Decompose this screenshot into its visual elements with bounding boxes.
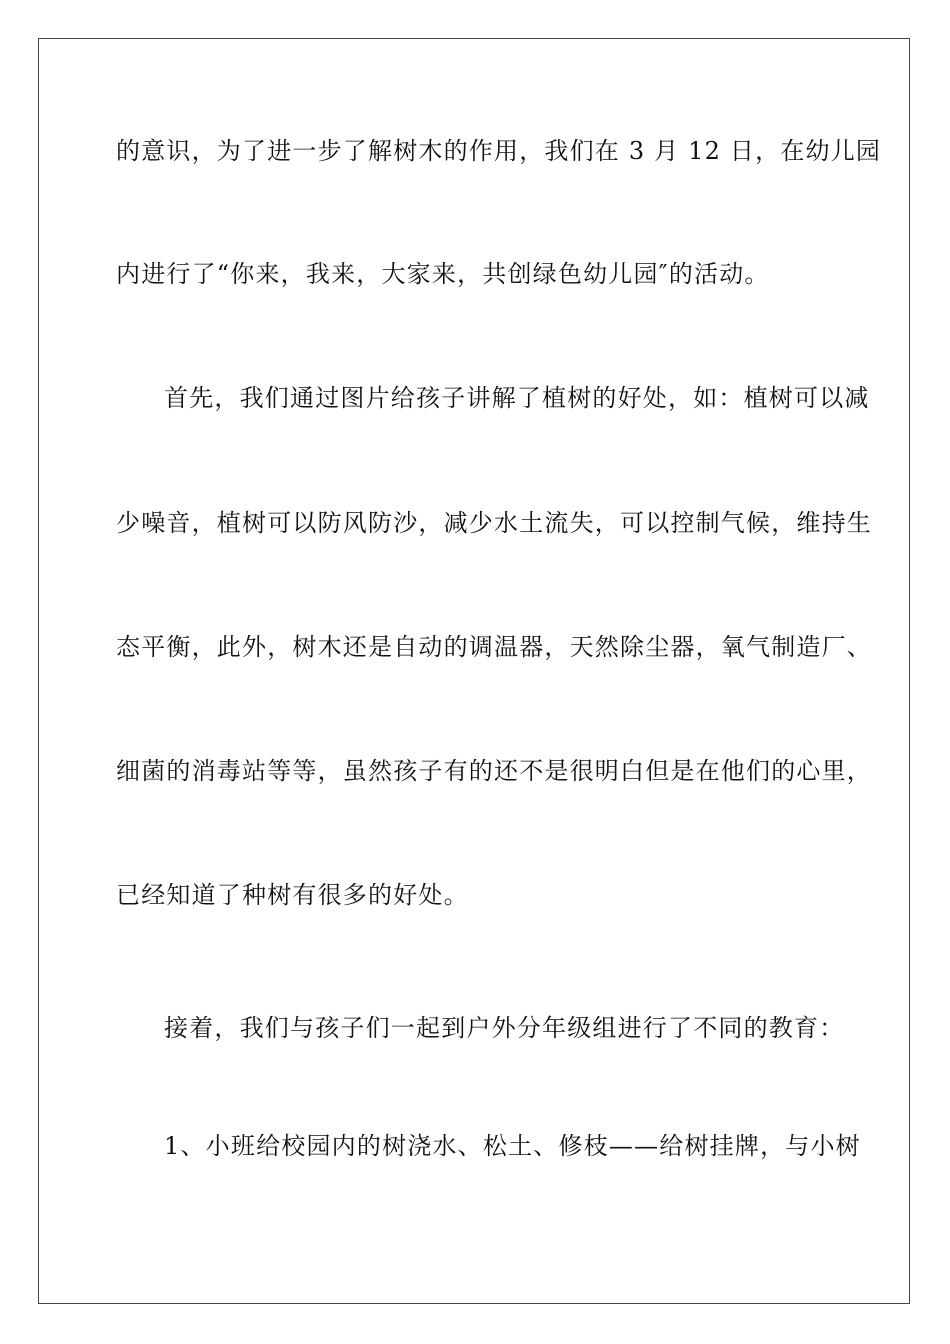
list-item-first-line: 1、小班给校园内的树浇水、松土、修枝——给树挂牌，与小树: [164, 1132, 861, 1160]
text-line: 细菌的消毒站等等，虽然孩子有的还不是很明白但是在他们的心里，: [116, 757, 872, 785]
paragraph-first-line: 接着，我们与孩子们一起到户外分年级组进行了不同的教育：: [164, 1014, 845, 1042]
text-line: 已经知道了种树有很多的好处。: [116, 881, 469, 909]
text-line: 少噪音，植树可以防风防沙，减少水土流失，可以控制气候，维持生: [116, 509, 872, 537]
page-border: [38, 38, 910, 1304]
paragraph-first-line: 首先，我们通过图片给孩子讲解了植树的好处，如：植树可以减: [164, 384, 870, 412]
text-line: 内进行了“你来，我来，大家来，共创绿色幼儿园″的活动。: [116, 260, 770, 288]
text-line: 的意识，为了进一步了解树木的作用，我们在 3 月 12 日，在幼儿园: [116, 137, 882, 165]
text-line: 态平衡，此外，树木还是自动的调温器，天然除尘器，氧气制造厂、: [116, 633, 872, 661]
